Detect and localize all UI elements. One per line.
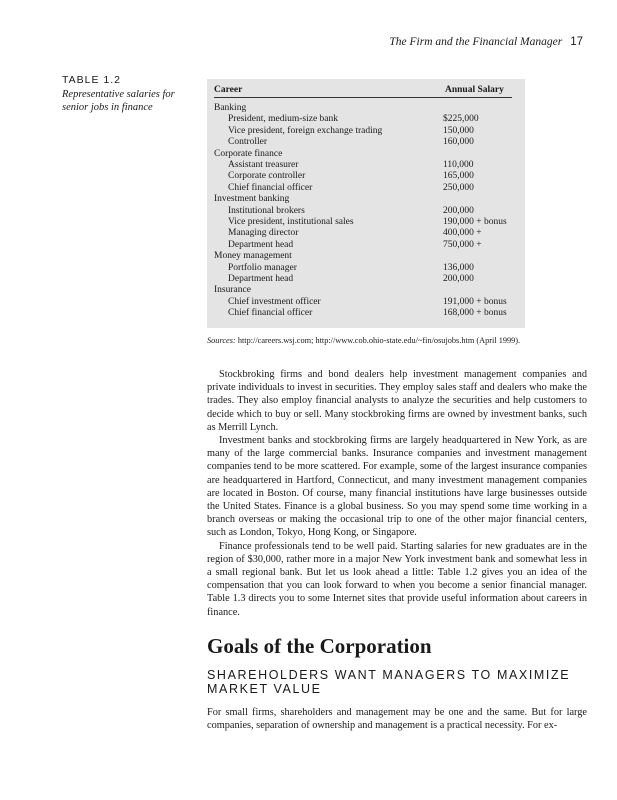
table-row xyxy=(207,228,525,239)
page-number: 17 xyxy=(570,36,583,48)
table-label xyxy=(62,74,202,114)
table-row xyxy=(207,274,525,285)
salary-cell: 136,000 xyxy=(443,262,474,273)
salary-cell: 168,000 + bonus xyxy=(443,308,507,319)
table-row xyxy=(207,240,525,251)
column-header-career: Career xyxy=(214,85,243,95)
career-cell: Portfolio manager xyxy=(228,262,297,273)
table-number: TABLE 1.2 xyxy=(62,74,121,86)
paragraph: Stockbroking firms and bond dealers help investment management companies and private individuals to invest in securities. They employ sales staff and dealers who make the trades. They also employ financial analysts to analyze the securities and help customers to decide which to buy or sell. Many stockbroking firms are owned by investment banks, such as Merrill Lynch. xyxy=(207,369,587,433)
body-text xyxy=(207,368,587,619)
career-cell: Department head xyxy=(228,239,294,250)
salary-cell: $225,000 xyxy=(443,114,479,125)
sources-text: http://careers.wsj.com; http://www.cob.ohio-state.edu/~fin/osujobs.htm (April 1999). xyxy=(237,336,521,345)
table-body xyxy=(207,103,525,320)
table-row xyxy=(207,308,525,319)
paragraph: Finance professionals tend to be well paid. Starting salaries for new graduates are in the region of $30,000, rather more in a major New York investment bank and somewhat less in a small regional bank. But let us look ahead a little: Table 1.2 gives you an idea of the compensation that you can look forward to when you become a senior financial manager. Table 1.3 directs you to some Internet sites that provide useful information about careers in finance. xyxy=(207,540,587,618)
salary-cell: 200,000 xyxy=(443,205,474,216)
table-row xyxy=(207,126,525,137)
salary-cell: 400,000 + xyxy=(443,228,482,239)
salary-cell: 200,000 xyxy=(443,273,474,284)
sources-label: Sources: xyxy=(207,336,236,345)
table-group-title: Investment banking xyxy=(214,194,290,205)
salary-cell: 110,000 xyxy=(443,159,474,170)
salary-cell: 750,000 + xyxy=(443,239,482,250)
salary-cell: 191,000 + bonus xyxy=(443,296,507,307)
column-header-salary: Annual Salary xyxy=(445,85,504,95)
table-row xyxy=(207,297,525,308)
running-title: The Firm and the Financial Manager xyxy=(389,36,563,48)
career-cell: Assistant treasurer xyxy=(228,159,299,170)
section-heading: Goals of the Corporation xyxy=(207,634,432,658)
paragraph: Investment banks and stockbroking firms are largely headquartered in New York, as are many of the large commercial banks. Insurance companies and investment management companies tend to be more scattered. For example, some of the largest insurance companies are headquartered in Hartford, Connecticut, and many investment management companies are located in Boston. Of course, many financial institutions have large businesses outside the United States. Finance is a global business. So you may spend some time working in a branch overseas or making the occasional trip to one of the other major financial centers, such as London, Tokyo, Hong Kong, or Singapore. xyxy=(207,435,587,539)
salary-cell: 250,000 xyxy=(443,182,474,193)
table-caption: Representative salaries for senior jobs in finance xyxy=(62,89,175,113)
table-group-title: Insurance xyxy=(214,285,251,296)
table-row xyxy=(207,171,525,182)
career-cell: Institutional brokers xyxy=(228,205,305,216)
table-row xyxy=(207,137,525,148)
career-cell: Chief investment officer xyxy=(228,296,321,307)
table-row xyxy=(207,206,525,217)
salary-cell: 150,000 xyxy=(443,125,474,136)
paragraph: For small firms, shareholders and management may be one and the same. But for large companies, separation of ownership and management is a practical necessity. For ex- xyxy=(207,707,587,732)
subsection-heading: SHAREHOLDERS WANT MANAGERS TO MAXIMIZE MARKET VALUE xyxy=(207,668,571,696)
salary-cell: 165,000 xyxy=(443,171,474,182)
salary-cell: 190,000 + bonus xyxy=(443,216,507,227)
table-row xyxy=(207,183,525,194)
table-row xyxy=(207,114,525,125)
table-row xyxy=(207,263,525,274)
career-cell: Controller xyxy=(228,137,268,148)
career-cell: Corporate controller xyxy=(228,171,306,182)
career-cell: Department head xyxy=(228,273,294,284)
career-cell: Vice president, foreign exchange trading xyxy=(228,125,383,136)
closing-text xyxy=(207,706,587,732)
career-cell: Chief financial officer xyxy=(228,308,313,319)
table-group-title: Corporate finance xyxy=(214,148,283,159)
table-row xyxy=(207,217,525,228)
career-cell: President, medium-size bank xyxy=(228,114,339,125)
running-head xyxy=(389,36,583,48)
header-rule xyxy=(214,97,512,98)
salary-table xyxy=(207,79,525,328)
table-group-title: Banking xyxy=(214,103,247,113)
career-cell: Vice president, institutional sales xyxy=(228,216,354,227)
table-header-row xyxy=(207,85,525,99)
table-group-title: Money management xyxy=(214,251,292,262)
table-row xyxy=(207,160,525,171)
salary-cell: 160,000 xyxy=(443,137,474,148)
career-cell: Chief financial officer xyxy=(228,182,313,193)
career-cell: Managing director xyxy=(228,228,299,239)
table-sources xyxy=(207,336,587,345)
